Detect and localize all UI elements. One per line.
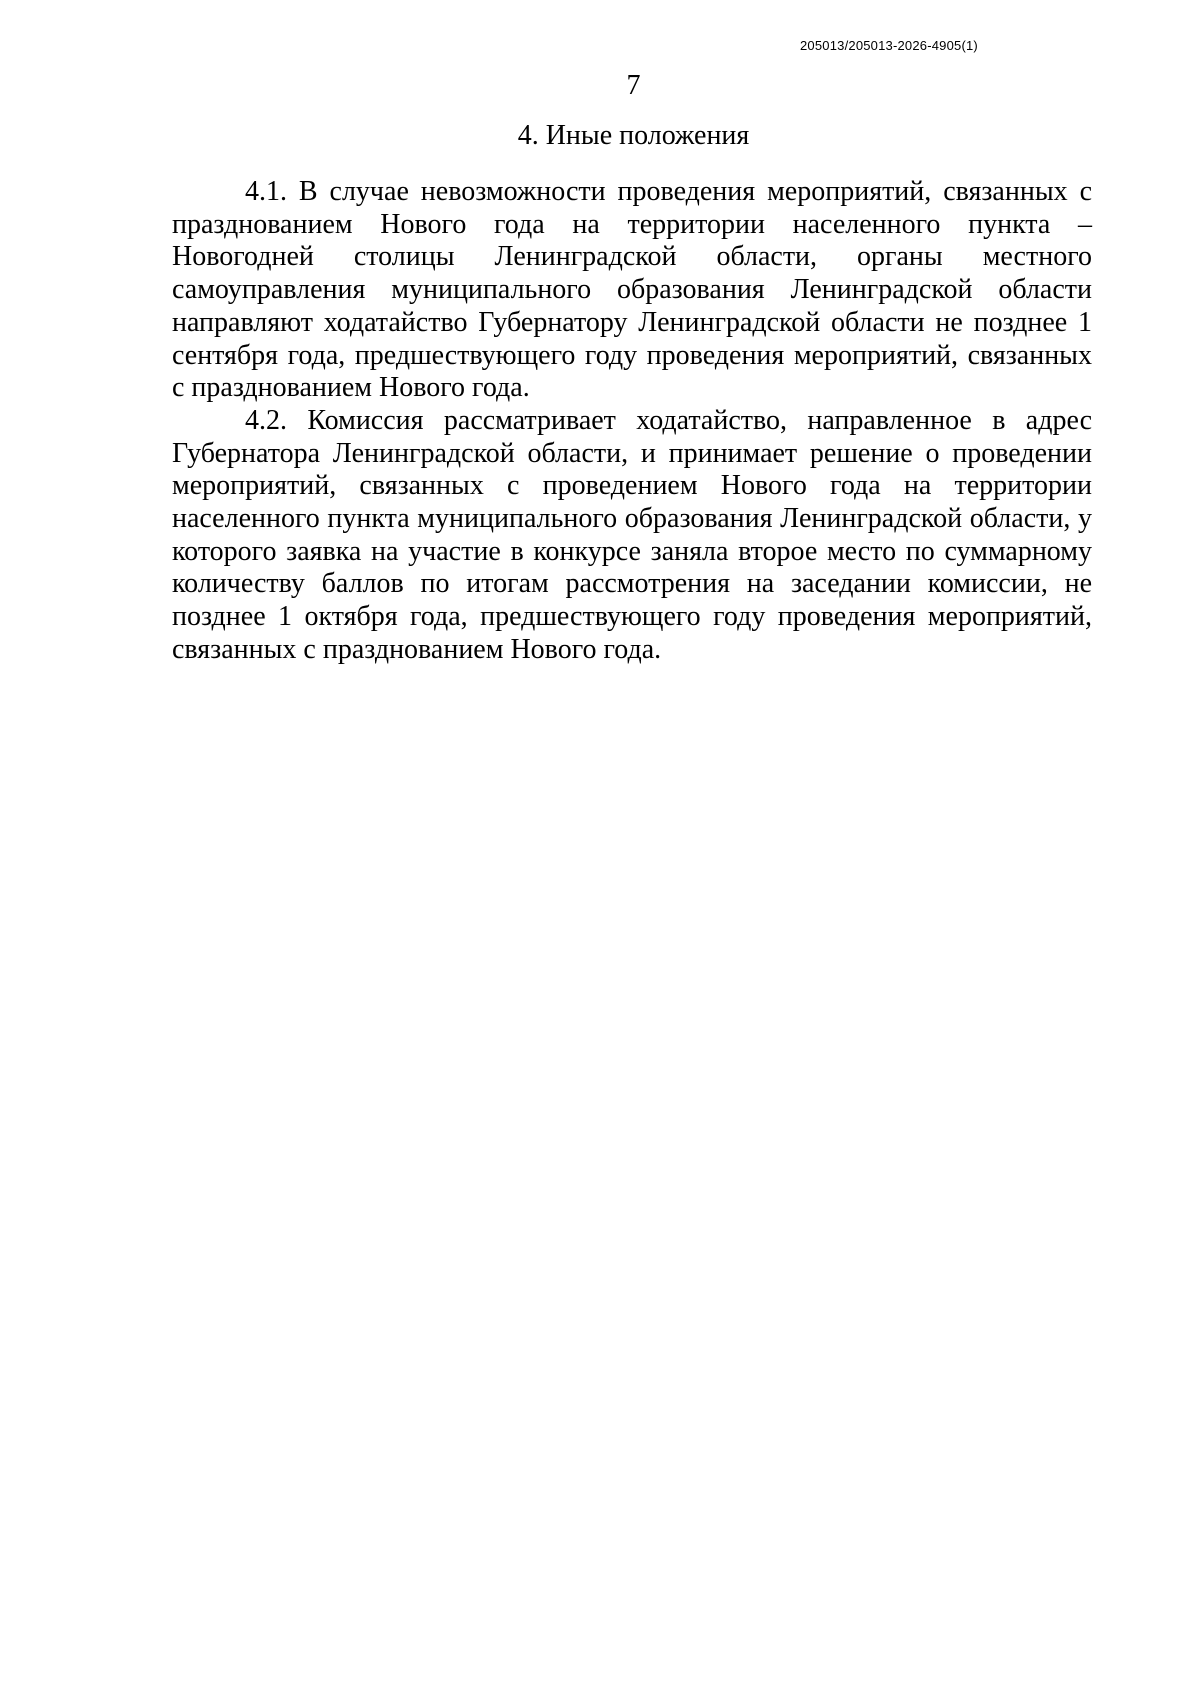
document-id: 205013/205013-2026-4905(1) <box>800 38 978 53</box>
paragraph-4-1: 4.1. В случае невозможности проведения мероприятий, связанных с празднованием Нового года на территории населенного пункта – Новогодней столицы Ленинградской области, органы местного самоуправления муниципального образования Ленинградской области направляют ходатайство Губернатору Ленинградской области не позднее 1 сентября года, предшествующего году проведения мероприятий, связанных с празднованием Нового года. <box>172 176 1092 404</box>
section-title: 4. Иные положения <box>517 120 750 151</box>
page-number: 7 <box>626 70 641 101</box>
document-body <box>172 176 1092 667</box>
paragraph-4-2: 4.2. Комиссия рассматривает ходатайство, направленное в адрес Губернатора Ленинградской области, и принимает решение о проведении мероприятий, связанных с проведением Нового года на территории населенного пункта муниципального образования Ленинградской области, у которого заявка на участие в конкурсе заняла второе место по суммарному количеству баллов по итогам рассмотрения на заседании комиссии, не позднее 1 октября года, предшествующего году проведения мероприятий, связанных с празднованием Нового года. <box>172 404 1092 665</box>
